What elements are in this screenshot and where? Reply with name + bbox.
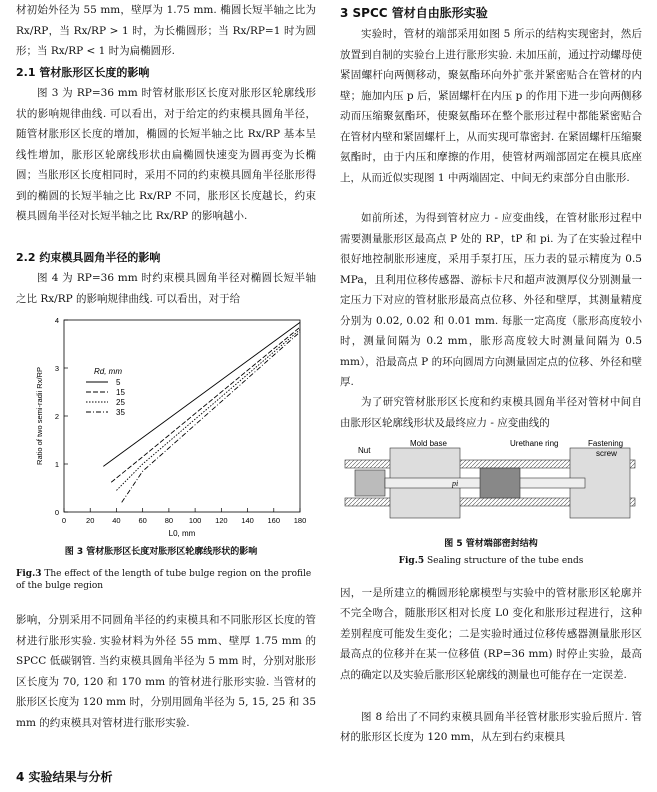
y-tick-label: 1 xyxy=(54,460,59,469)
figure-5-caption-text: Sealing structure of the tube ends xyxy=(426,555,584,566)
label-nut: Nut xyxy=(358,446,371,455)
paragraph: 为了研究管材胀形区长度和约束模具圆角半径对管材中间自由胀形区轮廓线形状及最终应力 - 应变曲线的 xyxy=(340,396,642,429)
x-tick-label: 60 xyxy=(138,516,147,525)
right-column xyxy=(340,0,642,749)
figure-3-caption-en xyxy=(16,568,316,610)
legend-label-5: 5 xyxy=(116,378,121,387)
paragraph: 如前所述，为得到管材应力 - 应变曲线，在管材胀形过程中需要测量胀形区最高点 P 处的 RP，tP 和 pi. 为了在实验过程中很好地控制胀形速度，采用手泵打压，压力表的显示精度为 0.5 MPa，且利用位移传感器、游标卡尺和超声波测厚仪分别测量一定压力下对应的管材胀形最高点位移、外径和壁厚，其测量精度分别为 0.02, 0.02 和 0.01 mm. 每胀一定高度（胀形高度较小时，测量间隔为 0.2 mm，胀形高度较大时测量间隔为 0.5 mm），沿最高点 P 的环向圆周方向测量固定点的位移、外径和壁厚. xyxy=(340,212,642,388)
figure-3-label: Fig.3 xyxy=(16,569,42,579)
chart-fig3 xyxy=(16,310,316,540)
legend-label-25: 25 xyxy=(116,398,125,407)
x-tick-label: 0 xyxy=(61,516,67,525)
x-tick-label: 180 xyxy=(293,516,307,525)
legend-label-15: 15 xyxy=(116,388,125,397)
figure-3 xyxy=(16,310,316,568)
label-urethane: Urethane ring xyxy=(510,439,559,448)
x-tick-label: 20 xyxy=(86,516,95,525)
legend-label-35: 35 xyxy=(116,408,125,417)
paragraph: 图 4 为 RP=36 mm 时约束模具圆角半径对椭圆长短半轴之比 Rx/RP 的影响规律曲线. 可以看出，对于给 xyxy=(16,272,316,305)
figure-3-caption-text: The effect of the length of tube bulge region on the profile of the bulge region xyxy=(16,569,312,591)
label-fastening: Fastening xyxy=(588,439,624,448)
x-tick-label: 160 xyxy=(267,516,281,525)
series-line-35 xyxy=(122,332,300,502)
section-heading-3: 3 SPCC 管材自由胀形实验 xyxy=(340,6,488,20)
x-tick-label: 120 xyxy=(215,516,228,525)
y-axis-label: Ratio of two semi-radii Rx/RP xyxy=(35,367,44,465)
x-tick-label: 100 xyxy=(188,516,202,525)
x-axis-label: L0, mm xyxy=(168,529,196,538)
paragraph: 影响，分别采用不同圆角半径的约束模具和不同胀形区长度的管材进行胀形实验. 实验材料为外径 55 mm、壁厚 1.75 mm 的 SPCC 低碳钢管. 当约束模具圆角半径为 5 mm 时，分别对胀形区长度为 70, 120 和 170 mm 的管材进行胀形实验. 当管材的胀形区长度为 120 mm 时，分别用圆角半径为 5, 15, 25 和 35 mm 的约束模具对管材进行胀形实验. xyxy=(16,614,316,729)
label-pressure: pi xyxy=(452,479,459,488)
x-tick-label: 140 xyxy=(241,516,254,525)
sealing-structure-diagram xyxy=(340,438,640,528)
figure-5 xyxy=(340,438,642,530)
paragraph: 图 3 为 RP=36 mm 时管材胀形区长度对胀形区轮廓线形状的影响规律曲线. 可以看出，对于给定的约束模具圆角半径，随管材胀形区长度的增加，椭圆的长短半轴之比 Rx/RP 基本呈线性增加，胀形区轮廓线形状由扁椭圆快速变为圆再变为长椭圆；当胀形区长度相同时，采用不同的约束模具圆角半径胀形得到的椭圆的长短半轴之比 Rx/RP 不同，胀形区长度越长，约束模具圆角半径对长短半轴之比 Rx/RP 的影响越小. xyxy=(16,87,316,222)
section-heading-4: 4 实验结果与分析 xyxy=(16,770,113,784)
x-tick-label: 80 xyxy=(164,516,174,525)
y-tick-label: 2 xyxy=(54,412,59,421)
label-screw: screw xyxy=(596,449,617,458)
figure-5-caption-en xyxy=(340,555,642,567)
figure-3-caption-cn: 图 3 管材胀形区长度对胀形区轮廓线形状的影响 xyxy=(64,547,258,557)
x-tick-label: 40 xyxy=(112,516,121,525)
y-tick-label: 4 xyxy=(54,316,59,325)
section-heading-2-2: 2.2 约束模具圆角半径的影响 xyxy=(16,251,161,264)
series-line-15 xyxy=(111,327,300,482)
y-tick-label: 3 xyxy=(54,364,59,373)
section-heading-2-1: 2.1 管材胀形区长度的影响 xyxy=(16,66,150,79)
left-column xyxy=(16,0,316,788)
paragraph: 材初始外径为 55 mm，壁厚为 1.75 mm. 椭圆长短半轴之比为 Rx/RP，当 Rx/RP > 1 时，为长椭圆形；当 Rx/RP=1 时为圆形；当 Rx/RP < 1 时为扁椭圆形. xyxy=(16,4,316,57)
label-mold-base: Mold base xyxy=(410,439,447,448)
paragraph: 实验时，管材的端部采用如图 5 所示的结构实现密封，然后放置到自制的实验台上进行胀形实验. 未加压前，通过拧动螺母使紧固螺杆向两侧移动，聚氨酯环向外扩张并紧密贴合在管材的内壁；施加内压 p 后，紧固螺杆在内压 p 的作用下进一步向两侧移动而压缩聚氨酯环，使聚氨酯环在整个胀形过程中都能紧密贴合在管材内壁和紧固螺杆上，从而实现可靠密封. 在紧固螺杆压缩聚氨酯时，由于内压和摩擦的作用，使管材两端部固定在模具底座上，从而近似实现图 1 中两端固定、中间无约束部分自由胀形. xyxy=(340,28,642,184)
paragraph: 图 8 给出了不同约束模具圆角半径管材胀形实验后照片. 管材的胀形区长度为 120 mm，从左到右约束模具 xyxy=(340,710,642,743)
series-line-25 xyxy=(116,330,300,491)
y-tick-label: 0 xyxy=(54,508,59,517)
series-line-5 xyxy=(103,322,300,466)
figure-5-label: Fig.5 xyxy=(398,555,425,566)
nut-shape xyxy=(355,470,385,496)
paragraph: 因，一是所建立的椭圆形轮廓模型与实验中的管材胀形区轮廓并不完全吻合，随胀形区相对长度 L0 变化和胀形过程进行，这种差别程度可能发生变化；二是实验时通过位移传感器测量胀形区最高点的位移并在某一位移值 (RP=36 mm) 时停止实验，最高点的确定以及实验后胀形区轮廓线的测量也可能存在一定误差. xyxy=(340,586,642,681)
urethane-ring-shape xyxy=(480,468,520,498)
figure-5-caption-cn: 图 5 管材端部密封结构 xyxy=(444,539,538,549)
legend-title: Rd, mm xyxy=(94,367,122,376)
